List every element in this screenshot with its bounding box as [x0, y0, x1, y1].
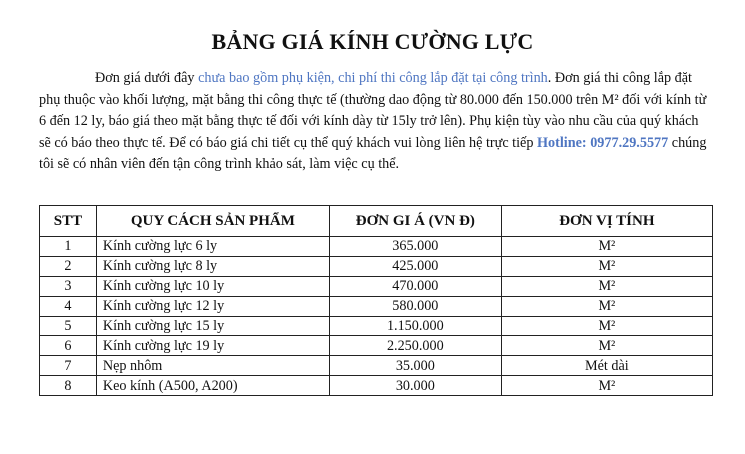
cell-price: 35.000: [329, 356, 501, 376]
table-header-row: [40, 206, 713, 237]
price-table: [39, 205, 713, 396]
intro-text-1: Đơn giá dưới đây: [95, 70, 199, 86]
intro-highlight: chưa bao gồm phụ kiện, chi phí thi công lắp đặt tại công trình: [198, 70, 548, 86]
cell-product: Kính cường lực 19 ly: [96, 336, 329, 356]
cell-price: 470.000: [329, 276, 501, 296]
cell-product: Keo kính (A500, A200): [96, 376, 329, 396]
hotline-link[interactable]: Hotline: 0977.29.5577: [537, 134, 669, 151]
cell-unit: M²: [501, 316, 712, 336]
cell-stt: 7: [40, 356, 97, 376]
table-row: [40, 296, 713, 316]
cell-product: Kính cường lực 10 ly: [96, 276, 329, 296]
cell-stt: 1: [40, 237, 97, 257]
cell-unit: M²: [501, 376, 712, 396]
cell-product: Kính cường lực 12 ly: [96, 296, 329, 316]
header-stt: STT: [40, 206, 97, 237]
cell-product: Kính cường lực 8 ly: [96, 256, 329, 276]
cell-product: Nẹp nhôm: [96, 356, 329, 376]
cell-unit: M²: [501, 237, 712, 257]
table-row: [40, 336, 713, 356]
intro-text-2: . Đơn giá thi công lắp đặt phụ thuộc vào khối lượng, mặt bằng thi công thực tế (thường dao động từ 80.000 đến 150.000 trên M² đối với kính từ 6 đến 12 ly, báo giá theo mặt bằng thực tế đối với kính dày từ 15ly trở lên). Phụ kiện tùy vào nhu cầu của quý khách sẽ có báo theo thực tế. Để có báo giá chi tiết cụ thể quý khách vui lòng liên hệ trực tiếp: [39, 70, 707, 151]
cell-unit: M²: [501, 276, 712, 296]
cell-unit: M²: [501, 336, 712, 356]
table-row: [40, 376, 713, 396]
table-row: [40, 276, 713, 296]
cell-stt: 2: [40, 256, 97, 276]
cell-product: Kính cường lực 15 ly: [96, 316, 329, 336]
table-row: [40, 256, 713, 276]
cell-price: 2.250.000: [329, 336, 501, 356]
cell-price: 425.000: [329, 256, 501, 276]
table-row: [40, 356, 713, 376]
cell-price: 1.150.000: [329, 316, 501, 336]
intro-paragraph: [39, 68, 711, 176]
cell-stt: 8: [40, 376, 97, 396]
intro-text-3: chúng tôi sẽ có nhân viên đến tận công trình khảo sát, làm việc cụ thể.: [39, 134, 707, 173]
cell-price: 580.000: [329, 296, 501, 316]
cell-price: 30.000: [329, 376, 501, 396]
cell-unit: M²: [501, 256, 712, 276]
table-row: [40, 316, 713, 336]
cell-unit: Mét dài: [501, 356, 712, 376]
table-row: [40, 237, 713, 257]
page-title: BẢNG GIÁ KÍNH CƯỜNG LỰC: [211, 29, 534, 54]
cell-stt: 4: [40, 296, 97, 316]
cell-product: Kính cường lực 6 ly: [96, 237, 329, 257]
cell-stt: 6: [40, 336, 97, 356]
cell-price: 365.000: [329, 237, 501, 257]
header-price: ĐƠN GI Á (VN Đ): [329, 206, 501, 237]
cell-stt: 5: [40, 316, 97, 336]
cell-unit: M²: [501, 296, 712, 316]
header-unit: ĐƠN VỊ TÍNH: [501, 206, 712, 237]
cell-stt: 3: [40, 276, 97, 296]
header-product: QUY CÁCH SẢN PHẨM: [96, 206, 329, 237]
